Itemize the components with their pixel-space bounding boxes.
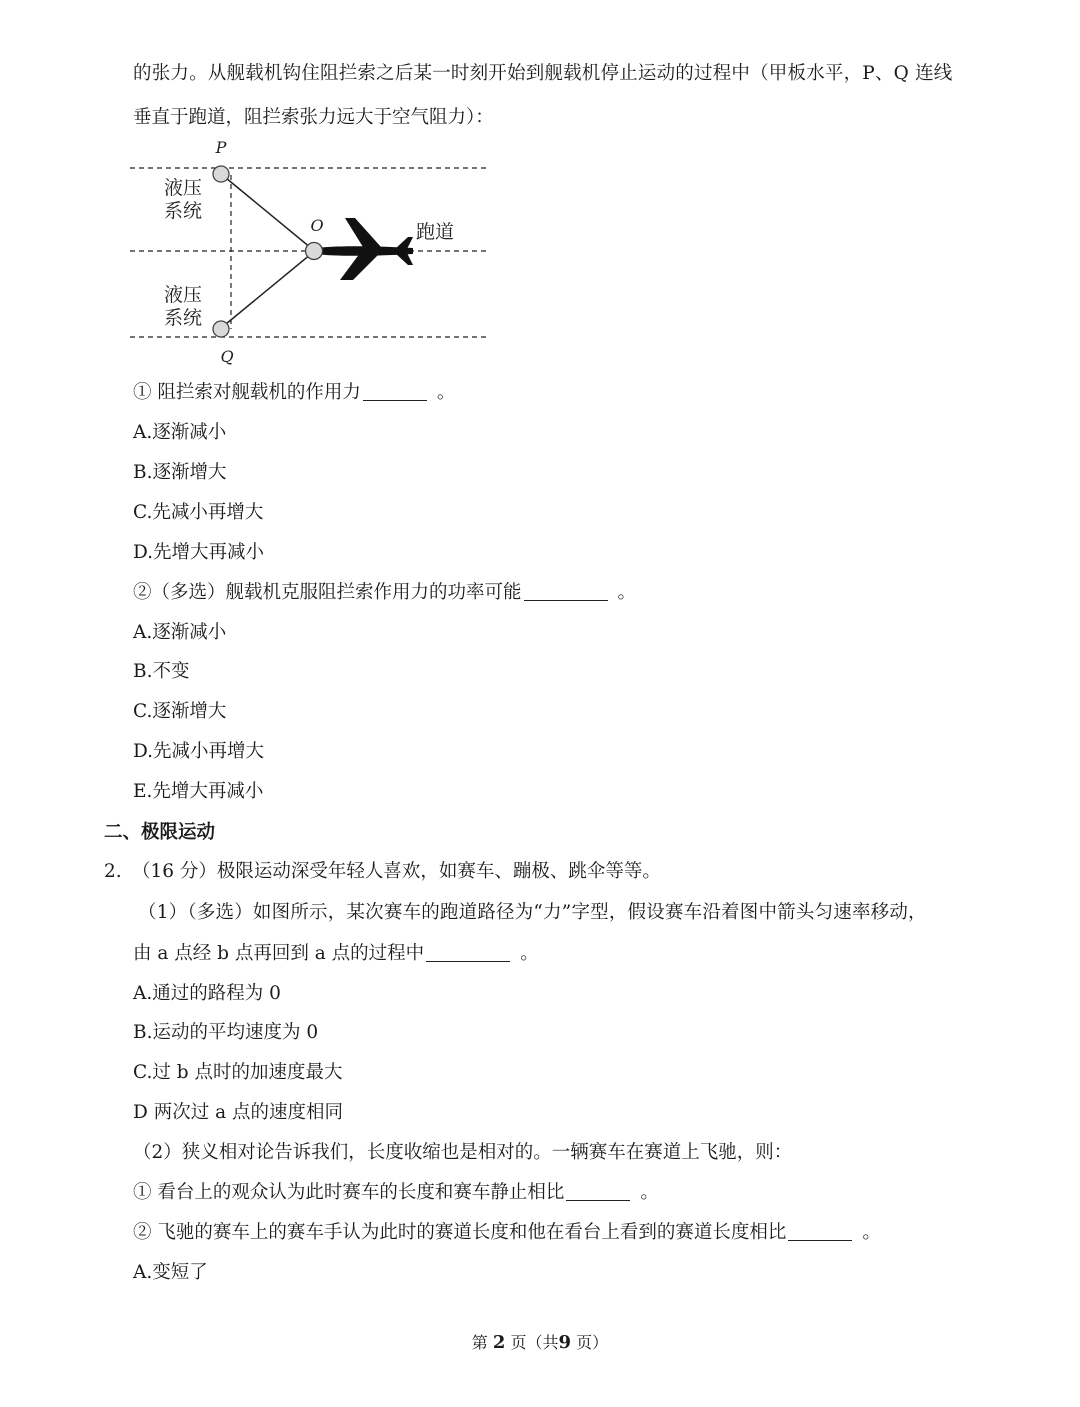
pulley-p [213, 166, 229, 182]
label-q: Q [220, 347, 234, 366]
q2-part2-sub1: ① 看台上的观众认为此时赛车的长度和赛车静止相比 。 [133, 1182, 659, 1203]
answer-blank[interactable] [524, 582, 608, 601]
q1-sub2-option-d: D.先减小再增大 [133, 741, 265, 762]
q1-sub1-prompt: ① 阻拦索对舰载机的作用力 。 [133, 382, 456, 403]
q1-sub1-option-b: B.逐渐增大 [133, 462, 227, 483]
q1-sub2-option-a: A.逐渐减小 [133, 622, 227, 643]
cable-qo [226, 254, 311, 324]
page-footer: 第 2 页（共9 页） [471, 1332, 609, 1353]
label-p: P [215, 138, 227, 157]
q2-part1-line-1: （1）（多选）如图所示，某次赛车的跑道路径为“力”字型，假设赛车沿着图中箭头匀速率移动， [138, 902, 927, 923]
q1-sub2-option-b: B.不变 [133, 661, 190, 682]
label-o: O [310, 216, 324, 235]
pulley-q [213, 321, 229, 337]
q2-stem: 2. （16 分）极限运动深受年轻人喜欢，如赛车、蹦极、跳伞等等。 [104, 861, 661, 882]
point-o [306, 243, 323, 260]
q1-sub1-option-a: A.逐渐减小 [133, 422, 227, 443]
lower-system-label-2: 系统 [163, 307, 203, 329]
q2-part1-option-a: A.通过的路程为 0 [133, 983, 281, 1004]
upper-system-label-2: 系统 [163, 200, 203, 222]
q2-part1-option-c: C.过 b 点时的加速度最大 [133, 1062, 343, 1083]
runway-label: 跑道 [415, 221, 455, 243]
q2-part1-line-2: 由 a 点经 b 点再回到 a 点的过程中 。 [133, 943, 539, 964]
q2-part1-option-b: B.运动的平均速度为 0 [133, 1022, 319, 1043]
answer-blank[interactable] [566, 1182, 630, 1201]
q2-part1-option-d: D 两次过 a 点的速度相同 [133, 1102, 344, 1123]
q1-sub2-prompt: ②（多选）舰载机克服阻拦索作用力的功率可能 。 [133, 582, 637, 603]
lower-system-label-1: 液压 [163, 284, 203, 306]
upper-system-label-1: 液压 [163, 177, 203, 199]
intro-line-2: 垂直于跑道，阻拦索张力远大于空气阻力）： [133, 107, 494, 128]
q1-sub2-option-e: E.先增大再减小 [133, 781, 264, 802]
cable-po [226, 178, 311, 248]
q2-part2-sub2: ② 飞驰的赛车上的赛车手认为此时的赛道长度和他在看台上看到的赛道长度相比 。 [133, 1222, 881, 1243]
intro-line-1: 的张力。从舰载机钩住阻拦索之后某一时刻开始到舰载机停止运动的过程中（甲板水平，P、Q 连线 [133, 63, 953, 84]
q2-part2-intro: （2）狭义相对论告诉我们，长度收缩也是相对的。一辆赛车在赛道上飞驰，则： [133, 1142, 793, 1163]
q1-sub1-option-c: C.先减小再增大 [133, 502, 264, 523]
answer-blank[interactable] [426, 943, 510, 962]
arresting-cable-diagram [125, 138, 495, 368]
q1-sub1-option-d: D.先增大再减小 [133, 542, 265, 563]
q2-part2-option-a: A.变短了 [133, 1262, 208, 1283]
answer-blank[interactable] [363, 382, 427, 401]
airplane-icon [308, 218, 413, 280]
answer-blank[interactable] [788, 1222, 852, 1241]
q1-sub2-option-c: C.逐渐增大 [133, 701, 227, 722]
section-heading: 二、极限运动 [104, 822, 216, 843]
